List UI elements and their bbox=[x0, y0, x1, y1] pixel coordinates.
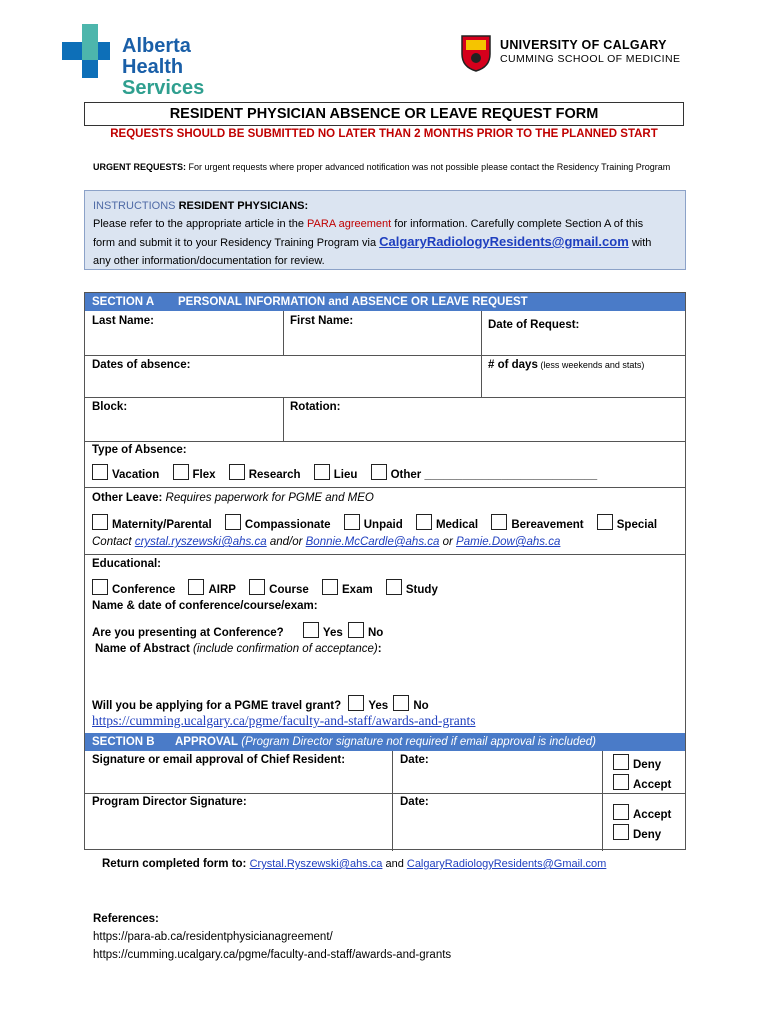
bereavement-label: Bereavement bbox=[511, 519, 584, 531]
abstract-note: (include confirmation of acceptance) bbox=[189, 643, 378, 655]
instructions-line2a: form and submit it to your Residency Training Program via bbox=[93, 237, 380, 249]
presenting-yes-label: Yes bbox=[322, 627, 343, 639]
presenting-no-checkbox[interactable] bbox=[348, 622, 364, 638]
contact-email-crystal[interactable]: crystal.ryszewski@ahs.ca bbox=[134, 536, 267, 548]
option-maternity[interactable] bbox=[92, 519, 212, 531]
option-lieu[interactable] bbox=[314, 469, 358, 481]
contact-and: and/or bbox=[266, 536, 306, 548]
option-study[interactable] bbox=[386, 584, 438, 596]
return-and: and bbox=[382, 858, 407, 870]
chief-signature-label: Signature or email approval of Chief Resident: bbox=[92, 754, 346, 766]
conference-checkbox[interactable] bbox=[92, 579, 108, 595]
director-accept[interactable] bbox=[613, 804, 671, 824]
section-b-label: SECTION B bbox=[92, 736, 155, 748]
vacation-label: Vacation bbox=[112, 469, 160, 481]
instructions-line1a: Please refer to the appropriate article in the bbox=[93, 218, 308, 230]
return-email-crystal[interactable]: Crystal.Ryszewski@ahs.ca bbox=[249, 858, 383, 870]
chief-deny-label: Deny bbox=[633, 759, 662, 771]
form-subtitle: REQUESTS SHOULD BE SUBMITTED NO LATER THAN 2 MONTHS PRIOR TO THE PLANNED START bbox=[110, 128, 658, 140]
request-form bbox=[84, 292, 686, 850]
ucalgary-name: UNIVERSITY OF CALGARY bbox=[500, 38, 667, 52]
course-label: Course bbox=[269, 584, 309, 596]
maternity-checkbox[interactable] bbox=[92, 514, 108, 530]
exam-label: Exam bbox=[342, 584, 373, 596]
special-checkbox[interactable] bbox=[597, 514, 613, 530]
chief-decision bbox=[613, 754, 671, 794]
instructions-line3: any other information/documentation for review. bbox=[93, 255, 325, 267]
director-accept-label: Accept bbox=[633, 809, 672, 821]
first-name-label: First Name: bbox=[290, 315, 354, 327]
instructions-head: INSTRUCTIONS bbox=[93, 200, 179, 212]
ahs-cross-icon bbox=[62, 24, 122, 80]
director-signature-label: Program Director Signature: bbox=[92, 796, 247, 808]
reference-para[interactable]: https://para-ab.ca/residentphysicianagreement/ bbox=[93, 931, 333, 943]
ahs-logo-line2: Services bbox=[122, 77, 205, 99]
unpaid-label: Unpaid bbox=[363, 519, 403, 531]
contact-email-bonnie[interactable]: Bonnie.McCardle@ahs.ca bbox=[305, 536, 440, 548]
type-absence-label: Type of Absence: bbox=[92, 444, 187, 456]
instructions-box bbox=[84, 190, 686, 270]
travel-no-checkbox[interactable] bbox=[393, 695, 409, 711]
presenting-question bbox=[92, 622, 383, 639]
contact-or: or bbox=[439, 536, 457, 548]
leave-options bbox=[92, 514, 667, 531]
flex-label: Flex bbox=[192, 469, 216, 481]
research-checkbox[interactable] bbox=[229, 464, 245, 480]
chief-accept[interactable] bbox=[613, 774, 671, 794]
option-conference[interactable] bbox=[92, 584, 175, 596]
compassionate-checkbox[interactable] bbox=[225, 514, 241, 530]
option-unpaid[interactable] bbox=[344, 519, 403, 531]
last-name-label: Last Name: bbox=[92, 315, 154, 327]
name-date-label: Name & date of conference/course/exam: bbox=[92, 600, 318, 612]
chief-accept-checkbox[interactable] bbox=[613, 774, 629, 790]
absence-type-options bbox=[92, 464, 607, 481]
lieu-label: Lieu bbox=[333, 469, 358, 481]
dates-absence-label: Dates of absence: bbox=[92, 359, 191, 371]
other-leave-note: Requires paperwork for PGME and MEO bbox=[162, 492, 374, 504]
return-line bbox=[102, 858, 606, 870]
contact-prefix: Contact bbox=[92, 536, 135, 548]
lieu-checkbox[interactable] bbox=[314, 464, 330, 480]
date-request-label: Date of Request: bbox=[488, 319, 580, 331]
abstract-colon: : bbox=[377, 643, 382, 655]
section-b-title: APPROVAL bbox=[175, 736, 239, 748]
research-label: Research bbox=[248, 469, 301, 481]
urgent-text: For urgent requests where proper advanced notification was not possible please contact the Residency Training Program bbox=[186, 162, 671, 172]
contact-email-pamie[interactable]: Pamie.Dow@ahs.ca bbox=[456, 536, 561, 548]
director-decision bbox=[613, 804, 671, 844]
educational-label: Educational: bbox=[92, 558, 162, 570]
option-medical[interactable] bbox=[416, 519, 478, 531]
section-a-title: PERSONAL INFORMATION and ABSENCE OR LEAVE REQUEST bbox=[178, 296, 528, 308]
chief-accept-label: Accept bbox=[633, 779, 672, 791]
ahs-logo bbox=[62, 24, 242, 99]
director-accept-checkbox[interactable] bbox=[613, 804, 629, 820]
option-vacation[interactable] bbox=[92, 469, 159, 481]
vacation-checkbox[interactable] bbox=[92, 464, 108, 480]
travel-grant-link[interactable]: https://cumming.ucalgary.ca/pgme/faculty-and-staff/awards-and-grants bbox=[92, 713, 476, 728]
return-email-residents[interactable]: CalgaryRadiologyResidents@Gmail.com bbox=[406, 858, 607, 870]
option-exam[interactable] bbox=[322, 584, 373, 596]
rotation-label: Rotation: bbox=[290, 401, 341, 413]
references bbox=[93, 910, 451, 964]
section-b-note: (Program Director signature not required if email approval is included) bbox=[238, 736, 596, 748]
travel-question bbox=[92, 695, 429, 712]
director-deny-label: Deny bbox=[633, 829, 662, 841]
option-research[interactable] bbox=[229, 469, 301, 481]
urgent-label: URGENT REQUESTS: bbox=[93, 162, 187, 172]
ucalgary-logo bbox=[460, 34, 720, 74]
submission-email-link[interactable]: CalgaryRadiologyResidents@gmail.com bbox=[379, 234, 629, 249]
conference-label: Conference bbox=[112, 584, 176, 596]
instructions-head-bold: RESIDENT PHYSICIANS: bbox=[178, 200, 309, 212]
para-agreement-link[interactable]: PARA agreement bbox=[307, 218, 392, 230]
presenting-yes-checkbox[interactable] bbox=[303, 622, 319, 638]
reference-pgme[interactable]: https://cumming.ucalgary.ca/pgme/faculty-and-staff/awards-and-grants bbox=[93, 949, 452, 961]
director-deny-checkbox[interactable] bbox=[613, 824, 629, 840]
option-flex[interactable] bbox=[173, 469, 216, 481]
option-compassionate[interactable] bbox=[225, 519, 331, 531]
chief-deny-checkbox[interactable] bbox=[613, 754, 629, 770]
presenting-no-label: No bbox=[367, 627, 384, 639]
date1-label: Date: bbox=[400, 754, 429, 766]
block-label: Block: bbox=[92, 401, 128, 413]
chief-deny[interactable] bbox=[613, 754, 671, 774]
urgent-note bbox=[93, 162, 693, 172]
maternity-label: Maternity/Parental bbox=[112, 519, 212, 531]
travel-no[interactable] bbox=[393, 700, 428, 712]
option-other[interactable] bbox=[371, 469, 598, 481]
section-a-label: SECTION A bbox=[92, 296, 155, 308]
travel-no-label: No bbox=[413, 700, 429, 712]
special-label: Special bbox=[616, 519, 658, 531]
medical-checkbox[interactable] bbox=[416, 514, 432, 530]
section-a-bar bbox=[85, 293, 685, 311]
course-checkbox[interactable] bbox=[249, 579, 265, 595]
ucalgary-school: CUMMING SCHOOL OF MEDICINE bbox=[500, 53, 681, 65]
references-label: References: bbox=[93, 913, 159, 925]
compassionate-label: Compassionate bbox=[244, 519, 331, 531]
form-title: RESIDENT PHYSICIAN ABSENCE OR LEAVE REQUEST FORM bbox=[84, 102, 684, 126]
date2-label: Date: bbox=[400, 796, 429, 808]
other-label: Other ___________________________ bbox=[390, 469, 598, 481]
option-airp[interactable] bbox=[188, 584, 235, 596]
study-label: Study bbox=[405, 584, 438, 596]
ucalgary-crest-icon bbox=[460, 34, 492, 72]
section-b-bar bbox=[85, 733, 685, 751]
airp-checkbox[interactable] bbox=[188, 579, 204, 595]
travel-yes[interactable] bbox=[348, 700, 388, 712]
unpaid-checkbox[interactable] bbox=[344, 514, 360, 530]
contact-line bbox=[92, 536, 560, 548]
option-special[interactable] bbox=[597, 519, 657, 531]
return-label: Return completed form to: bbox=[102, 858, 247, 870]
educational-options bbox=[92, 579, 448, 596]
airp-label: AIRP bbox=[208, 584, 236, 596]
option-course[interactable] bbox=[249, 584, 309, 596]
study-checkbox[interactable] bbox=[386, 579, 402, 595]
travel-yes-checkbox[interactable] bbox=[348, 695, 364, 711]
option-bereavement[interactable] bbox=[491, 519, 583, 531]
exam-checkbox[interactable] bbox=[322, 579, 338, 595]
travel-label: Will you be applying for a PGME travel grant? bbox=[92, 700, 342, 712]
instructions-line1b: for information. Carefully complete Section A of this bbox=[391, 218, 644, 230]
bereavement-checkbox[interactable] bbox=[491, 514, 507, 530]
num-days-label: # of days bbox=[488, 359, 538, 371]
travel-yes-label: Yes bbox=[368, 700, 389, 712]
presenting-label: Are you presenting at Conference? bbox=[92, 627, 284, 639]
ahs-logo-line1: Alberta Health bbox=[122, 35, 191, 78]
other-checkbox[interactable] bbox=[371, 464, 387, 480]
instructions-line2b: with bbox=[628, 237, 652, 249]
num-days-note: (less weekends and stats) bbox=[537, 360, 645, 370]
abstract-label: Name of Abstract bbox=[95, 643, 190, 655]
presenting-yes[interactable] bbox=[303, 627, 343, 639]
presenting-no[interactable] bbox=[348, 627, 383, 639]
other-leave-label: Other Leave: bbox=[92, 492, 163, 504]
medical-label: Medical bbox=[435, 519, 479, 531]
director-deny[interactable] bbox=[613, 824, 671, 844]
flex-checkbox[interactable] bbox=[173, 464, 189, 480]
